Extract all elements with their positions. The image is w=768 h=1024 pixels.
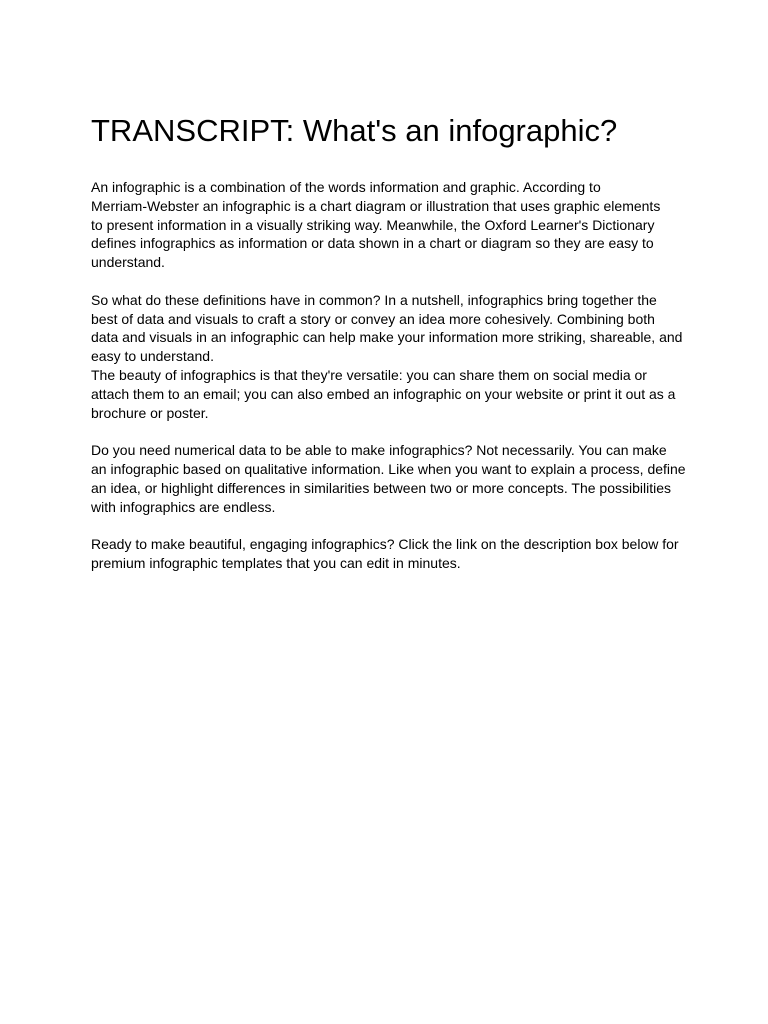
text-line: understand. [91,254,165,271]
paragraph-numerical-data [91,441,691,516]
text-line: defines infographics as information or data shown in a chart or diagram so they are easy to [91,235,654,252]
text-line: to present information in a visually striking way. Meanwhile, the Oxford Learner's Dictionary [91,216,655,233]
paragraph-spacer [91,272,691,291]
text-line: with infographics are endless. [91,498,276,515]
paragraph-spacer [91,516,691,535]
text-line: The beauty of infographics is that they're versatile: you can share them on social media or [91,366,647,383]
text-line: data and visuals in an infographic can help make your information more striking, shareable, and [91,329,683,346]
text-line: Ready to make beautiful, engaging infographics? Click the link on the description box below for [91,536,679,553]
text-line: An infographic is a combination of the words information and graphic. According to [91,179,601,195]
paragraph-definition [91,178,691,272]
text-line: an idea, or highlight differences in similarities between two or more concepts. The possibilities [91,479,672,496]
text-line: premium infographic templates that you can edit in minutes. [91,554,461,571]
text-line: best of data and visuals to craft a story or convey an idea more cohesively. Combining both [91,310,655,327]
paragraph-spacer [91,422,691,441]
text-line: attach them to an email; you can also embed an infographic on your website or print it out as a [91,385,676,402]
text-line: So what do these definitions have in common? In a nutshell, infographics bring together the [91,291,657,308]
paragraph-common [91,291,691,366]
text-line: an infographic based on qualitative information. Like when you want to explain a process, define [91,460,686,477]
text-line: brochure or poster. [91,404,209,421]
document-content [91,110,691,573]
text-line: Do you need numerical data to be able to make infographics? Not necessarily. You can make [91,442,667,459]
paragraph-versatile [91,366,691,422]
document-title: TRANSCRIPT: What's an infographic? [91,113,618,148]
text-line: Merriam-Webster an infographic is a chart diagram or illustration that uses graphic elements [91,197,661,214]
text-line: easy to understand. [91,348,214,365]
paragraph-call-to-action [91,535,691,573]
